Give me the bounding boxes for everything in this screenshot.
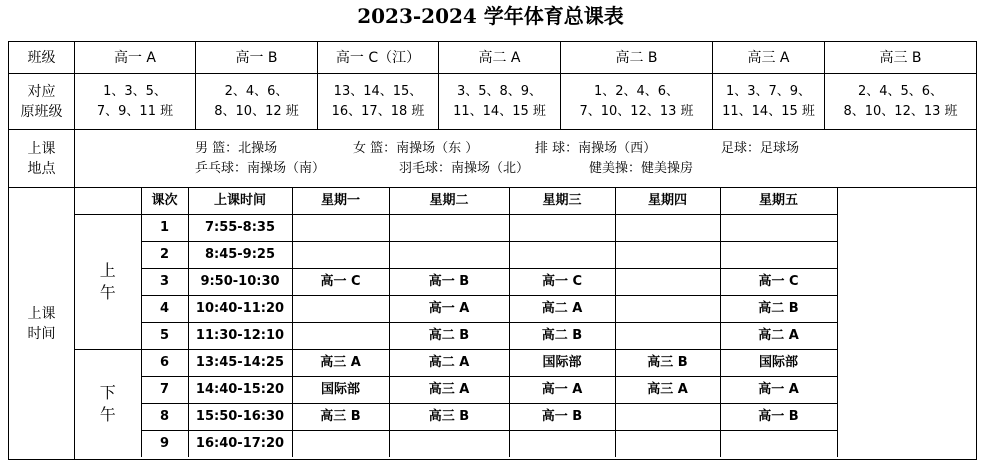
day-header-wed: 星期三 — [509, 188, 615, 215]
period-char: 下 — [99, 382, 116, 402]
schedule-cell: 高一 B — [389, 269, 509, 296]
schedule-cell — [292, 296, 389, 323]
schedule-cell: 高三 B — [292, 404, 389, 431]
venue-item: 男 篮：北操场 — [195, 140, 278, 156]
mapping-line: 8、10、12 班 — [214, 103, 299, 119]
mapping-label — [9, 74, 75, 130]
lesson-no-cell: 6 — [141, 350, 188, 377]
schedule-cell: 高一 B — [720, 404, 837, 431]
class-header-cell: 高一 C（江） — [318, 42, 439, 74]
class-label: 班级 — [9, 42, 75, 74]
day-header-thu: 星期四 — [615, 188, 720, 215]
schedule-cell — [720, 215, 837, 242]
schedule-cell — [509, 431, 615, 458]
morning-label — [75, 215, 141, 350]
class-header-cell: 高三 B — [825, 42, 977, 74]
time-cell: 13:45-14:25 — [188, 350, 292, 377]
time-cell: 7:55-8:35 — [188, 215, 292, 242]
schedule-cell: 高三 A — [389, 377, 509, 404]
mapping-cell — [196, 74, 318, 130]
venue-item: 女 篮：南操场（东 ） — [353, 140, 479, 156]
table-row — [75, 323, 837, 350]
mapping-label-line: 原班级 — [20, 103, 63, 120]
time-cell: 14:40-15:20 — [188, 377, 292, 404]
venue-label — [9, 130, 75, 188]
schedule-cell: 国际部 — [509, 350, 615, 377]
period-char: 上 — [99, 261, 116, 280]
schedule-cell: 高二 B — [720, 296, 837, 323]
lesson-no-cell: 1 — [141, 215, 188, 242]
schedule-document-table — [8, 41, 977, 460]
period-char: 午 — [99, 283, 116, 302]
schedule-cell — [615, 215, 720, 242]
table-row — [75, 404, 837, 431]
schedule-cell: 高一 C — [509, 269, 615, 296]
mapping-cell — [75, 74, 196, 130]
schedule-cell: 高一 A — [509, 377, 615, 404]
lesson-no-cell: 3 — [141, 269, 188, 296]
schedule-cell — [615, 431, 720, 458]
mapping-line: 11、14、15 班 — [453, 103, 546, 119]
schedule-cell: 国际部 — [292, 377, 389, 404]
schedule-cell — [720, 242, 837, 269]
table-row — [75, 242, 837, 269]
lesson-no-cell: 5 — [141, 323, 188, 350]
time-label-line: 上课 — [27, 305, 56, 322]
schedule-cell — [509, 215, 615, 242]
mapping-line: 3、5、8、9、 — [456, 83, 543, 99]
time-cell: 8:45-9:25 — [188, 242, 292, 269]
venue-item: 排 球：南操场（西） — [535, 140, 657, 156]
schedule-cell — [615, 242, 720, 269]
schedule-cell: 高一 C — [292, 269, 389, 296]
time-cell: 9:50-10:30 — [188, 269, 292, 296]
mapping-line: 1、3、7、9、 — [725, 83, 812, 99]
venue-item: 羽毛球：南操场（北） — [399, 160, 530, 176]
afternoon-label — [75, 350, 141, 458]
day-header-fri: 星期五 — [720, 188, 837, 215]
venue-label-line: 上课 — [27, 140, 56, 157]
mapping-line: 2、4、6、 — [224, 83, 289, 99]
schedule-cell: 高一 B — [509, 404, 615, 431]
lesson-no-cell: 2 — [141, 242, 188, 269]
mapping-cell — [825, 74, 977, 130]
venue-item: 健美操：健美操房 — [589, 160, 694, 176]
time-cell: 10:40-11:20 — [188, 296, 292, 323]
time-cell: 11:30-12:10 — [188, 323, 292, 350]
mapping-line: 13、14、15、 — [333, 83, 423, 99]
schedule-cell: 高二 B — [389, 323, 509, 350]
day-header-tue: 星期二 — [389, 188, 509, 215]
schedule-cell — [615, 404, 720, 431]
table-row — [75, 269, 837, 296]
venue-line-1 — [195, 139, 976, 159]
schedule-cell — [292, 215, 389, 242]
mapping-cell — [318, 74, 439, 130]
mapping-line: 7、9、11 班 — [96, 103, 174, 119]
period-header-blank — [75, 188, 141, 215]
lesson-no-cell: 7 — [141, 377, 188, 404]
mapping-row — [9, 74, 977, 130]
schedule-cell — [389, 242, 509, 269]
table-row — [75, 296, 837, 323]
time-label — [9, 188, 75, 460]
schedule-cell — [615, 323, 720, 350]
schedule-header-row — [75, 188, 837, 215]
schedule-cell: 高三 B — [615, 350, 720, 377]
day-header-mon: 星期一 — [292, 188, 389, 215]
page-title: 2023-2024 学年体育总课表 — [357, 4, 624, 28]
lesson-no-cell: 4 — [141, 296, 188, 323]
schedule-cell: 高一 A — [389, 296, 509, 323]
schedule-cell — [615, 296, 720, 323]
schedule-cell: 高一 C — [720, 269, 837, 296]
schedule-cell: 国际部 — [720, 350, 837, 377]
mapping-cell — [439, 74, 561, 130]
table-row — [75, 350, 837, 377]
mapping-line: 8、10、12、13 班 — [843, 103, 958, 119]
schedule-cell: 高二 B — [509, 323, 615, 350]
table-row — [75, 377, 837, 404]
venue-item: 乒乓球：南操场（南） — [195, 160, 326, 176]
venue-label-line: 地点 — [27, 160, 56, 177]
class-header-cell: 高二 B — [561, 42, 713, 74]
time-cell: 16:40-17:20 — [188, 431, 292, 458]
schedule-cell — [615, 269, 720, 296]
schedule-cell: 高三 B — [389, 404, 509, 431]
mapping-line: 1、2、4、6、 — [593, 83, 680, 99]
table-row — [75, 431, 837, 458]
table-row — [75, 215, 837, 242]
time-row — [9, 188, 977, 460]
schedule-cell — [292, 431, 389, 458]
schedule-cell — [389, 215, 509, 242]
lesson-no-header: 课次 — [141, 188, 188, 215]
class-header-cell: 高一 B — [196, 42, 318, 74]
schedule-cell — [292, 242, 389, 269]
class-header-row — [9, 42, 977, 74]
mapping-cell — [713, 74, 825, 130]
mapping-label-line: 对应 — [27, 83, 56, 100]
mapping-line: 7、10、12、13 班 — [579, 103, 694, 119]
schedule-cell: 高三 A — [292, 350, 389, 377]
venue-item: 足球：足球场 — [721, 140, 800, 156]
schedule-cell — [720, 431, 837, 458]
weekly-schedule-table — [75, 187, 838, 457]
venue-row — [9, 130, 977, 188]
class-header-cell: 高二 A — [439, 42, 561, 74]
schedule-cell: 高三 A — [615, 377, 720, 404]
class-header-cell: 高一 A — [75, 42, 196, 74]
venue-line-2 — [195, 159, 976, 179]
mapping-cell — [561, 74, 713, 130]
venue-cell — [75, 130, 977, 188]
schedule-cell — [292, 323, 389, 350]
mapping-line: 16、17、18 班 — [331, 103, 425, 119]
period-char: 午 — [99, 404, 116, 424]
time-header: 上课时间 — [188, 188, 292, 215]
schedule-cell — [509, 242, 615, 269]
lesson-no-cell: 9 — [141, 431, 188, 458]
schedule-cell: 高二 A — [389, 350, 509, 377]
mapping-line: 11、14、15 班 — [722, 103, 815, 119]
schedule-container — [75, 188, 977, 460]
schedule-cell: 高一 A — [720, 377, 837, 404]
schedule-cell: 高二 A — [720, 323, 837, 350]
schedule-cell — [389, 431, 509, 458]
mapping-line: 1、3、5、 — [103, 83, 167, 99]
class-header-cell: 高三 A — [713, 42, 825, 74]
time-label-line: 时间 — [27, 325, 56, 342]
mapping-line: 2、4、5、6、 — [857, 83, 944, 99]
time-cell: 15:50-16:30 — [188, 404, 292, 431]
lesson-no-cell: 8 — [141, 404, 188, 431]
schedule-cell: 高二 A — [509, 296, 615, 323]
